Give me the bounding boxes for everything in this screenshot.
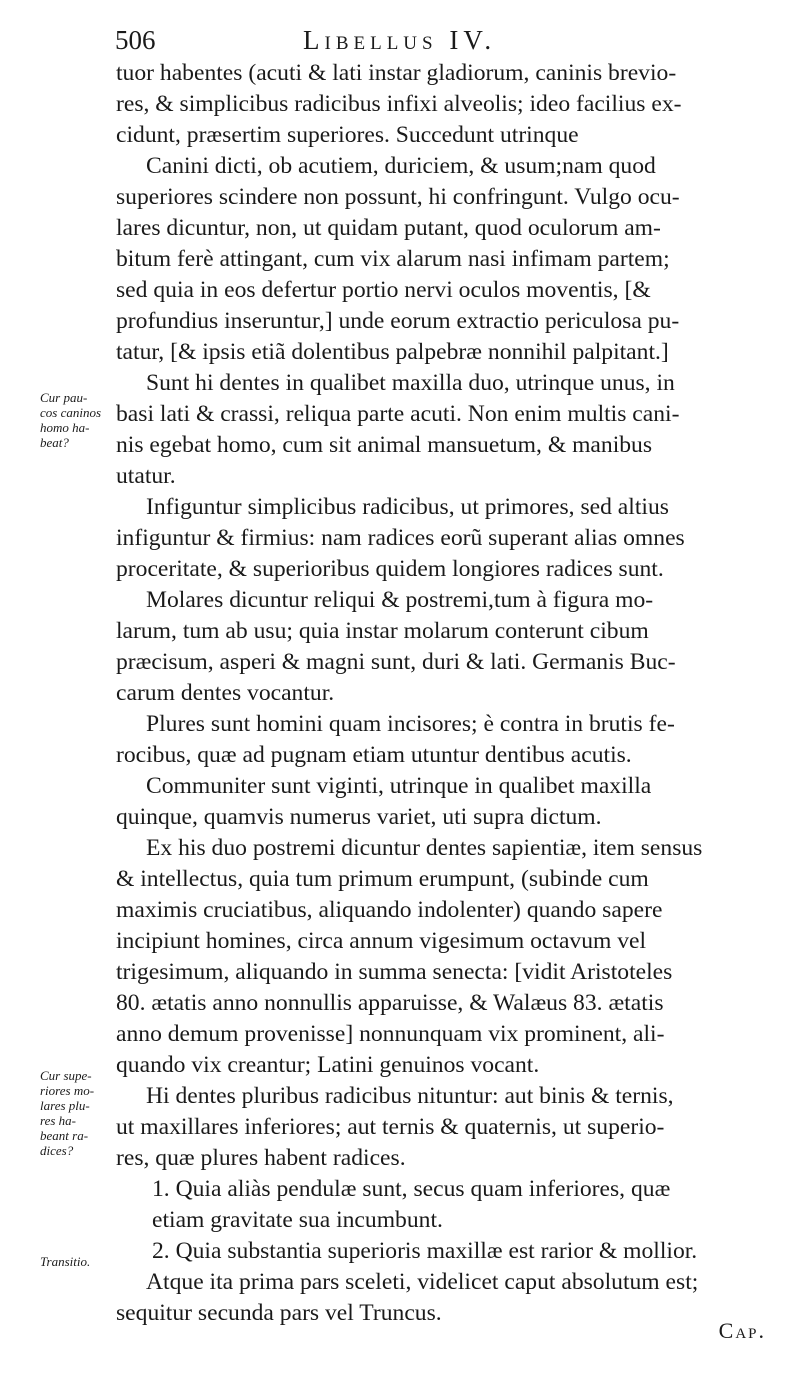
text-line: Communiter sunt viginti, utrinque in qualibet maxilla bbox=[146, 773, 652, 799]
text-line: 80. ætatis anno nonnullis apparuisse, & Walæus 83. ætatis bbox=[116, 990, 664, 1016]
marginal-note-line: riores mo- bbox=[40, 1083, 95, 1098]
text-line: cidunt, præsertim superiores. Succedunt utrinque bbox=[116, 122, 579, 148]
text-line: profundius inseruntur,] unde eorum extractio periculosa pu- bbox=[116, 308, 680, 334]
text-line: anno demum provenisse] nonnunquam vix prominent, ali- bbox=[116, 1021, 665, 1047]
text-line: bitum ferè attingant, cum vix alarum nasi infimam partem; bbox=[116, 246, 670, 272]
text-line: sequitur secunda pars vel Truncus. bbox=[116, 1300, 442, 1326]
marginal-note-line: homo ha- bbox=[40, 420, 90, 435]
marginal-note-line: beant ra- bbox=[40, 1128, 89, 1143]
text-line: quando vix creantur; Latini genuinos vocant. bbox=[116, 1052, 540, 1078]
text-line: tuor habentes (acuti & lati instar gladiorum, caninis brevio- bbox=[116, 60, 677, 86]
text-line: Infiguntur simplicibus radicibus, ut primores, sed altius bbox=[146, 494, 669, 520]
marginal-note-line: Cur pau- bbox=[40, 390, 88, 405]
text-line: res, quæ plures habent radices. bbox=[116, 1145, 406, 1171]
text-line: lares dicuntur, non, ut quidam putant, quod oculorum am- bbox=[116, 215, 661, 241]
page-header bbox=[115, 22, 595, 58]
marginal-note bbox=[40, 1254, 90, 1269]
text-line: proceritate, & superioribus quidem longiores radices sunt. bbox=[116, 556, 664, 582]
text-line: utatur. bbox=[116, 463, 176, 489]
text-line: Molares dicuntur reliqui & postremi,tum à figura mo- bbox=[146, 587, 654, 613]
text-line: 2. Quia substantia superioris maxillæ est rarior & mollior. bbox=[152, 1238, 698, 1264]
text-line: nis egebat homo, cum sit animal mansuetum, & manibus bbox=[116, 432, 653, 458]
text-line: quinque, quamvis numerus variet, uti supra dictum. bbox=[116, 804, 602, 830]
text-line: basi lati & crassi, reliqua parte acuti. Non enim multis cani- bbox=[116, 401, 680, 427]
marginal-note-line: beat? bbox=[40, 435, 69, 450]
catchword: Cap. bbox=[718, 1318, 766, 1343]
marginal-note-line: dices? bbox=[40, 1143, 74, 1158]
text-line: ut maxillares inferiores; aut ternis & quaternis, ut superio- bbox=[116, 1114, 665, 1140]
running-head: Libellus IV. bbox=[303, 25, 497, 55]
text-line: Atque ita prima pars sceleti, videlicet caput absolutum est; bbox=[146, 1269, 699, 1295]
text-line: tatur, [& ipsis etiã dolentibus palpebræ nonnihil palpitant.] bbox=[116, 339, 669, 365]
text-line: larum, tum ab usu; quia instar molarum conterunt cibum bbox=[116, 618, 649, 644]
body-text bbox=[116, 58, 766, 1329]
text-line: res, & simplicibus radicibus infixi alveolis; ideo facilius ex- bbox=[116, 91, 682, 117]
marginal-note-line: cos caninos bbox=[40, 405, 102, 420]
page-number: 506 bbox=[115, 25, 156, 55]
text-line: Canini dicti, ob acutiem, duriciem, & usum;nam quod bbox=[146, 153, 656, 179]
text-line: & intellectus, quia tum primum erumpunt, (subinde cum bbox=[116, 866, 649, 892]
text-line: Hi dentes pluribus radicibus nituntur: aut binis & ternis, bbox=[146, 1083, 674, 1109]
text-line: incipiunt homines, circa annum vigesimum octavum vel bbox=[116, 928, 647, 954]
text-line: etiam gravitate sua incumbunt. bbox=[152, 1207, 443, 1233]
text-line: rocibus, quæ ad pugnam etiam utuntur dentibus acutis. bbox=[116, 742, 632, 768]
text-line: 1. Quia aliàs pendulæ sunt, secus quam inferiores, quæ bbox=[152, 1176, 671, 1202]
text-line: maximis cruciatibus, aliquando indolenter) quando sapere bbox=[116, 897, 663, 923]
marginal-note-line: Transitio. bbox=[40, 1254, 91, 1269]
text-line: Plures sunt homini quam incisores; è contra in brutis fe- bbox=[146, 711, 675, 737]
marginal-note bbox=[40, 390, 101, 450]
text-line: infiguntur & firmius: nam radices eorũ superant alias omnes bbox=[116, 525, 685, 551]
text-line: præcisum, asperi & magni sunt, duri & lati. Germanis Buc- bbox=[116, 649, 676, 675]
text-line: trigesimum, aliquando in summa senecta: [vidit Aristoteles bbox=[116, 959, 673, 985]
marginal-note-line: lares plu- bbox=[40, 1098, 90, 1113]
text-line: sed quia in eos defertur portio nervi oculos moventis, [& bbox=[116, 277, 651, 303]
text-line: Sunt hi dentes in qualibet maxilla duo, utrinque unus, in bbox=[146, 370, 675, 396]
marginal-note-line: Cur supe- bbox=[40, 1068, 92, 1083]
text-line: Ex his duo postremi dicuntur dentes sapientiæ, item sensus bbox=[146, 835, 703, 861]
text-line: superiores scindere non possunt, hi confringunt. Vulgo ocu- bbox=[116, 184, 680, 210]
marginal-note-line: res ha- bbox=[40, 1113, 76, 1128]
text-line: carum dentes vocantur. bbox=[116, 680, 335, 706]
marginal-note bbox=[40, 1068, 94, 1158]
